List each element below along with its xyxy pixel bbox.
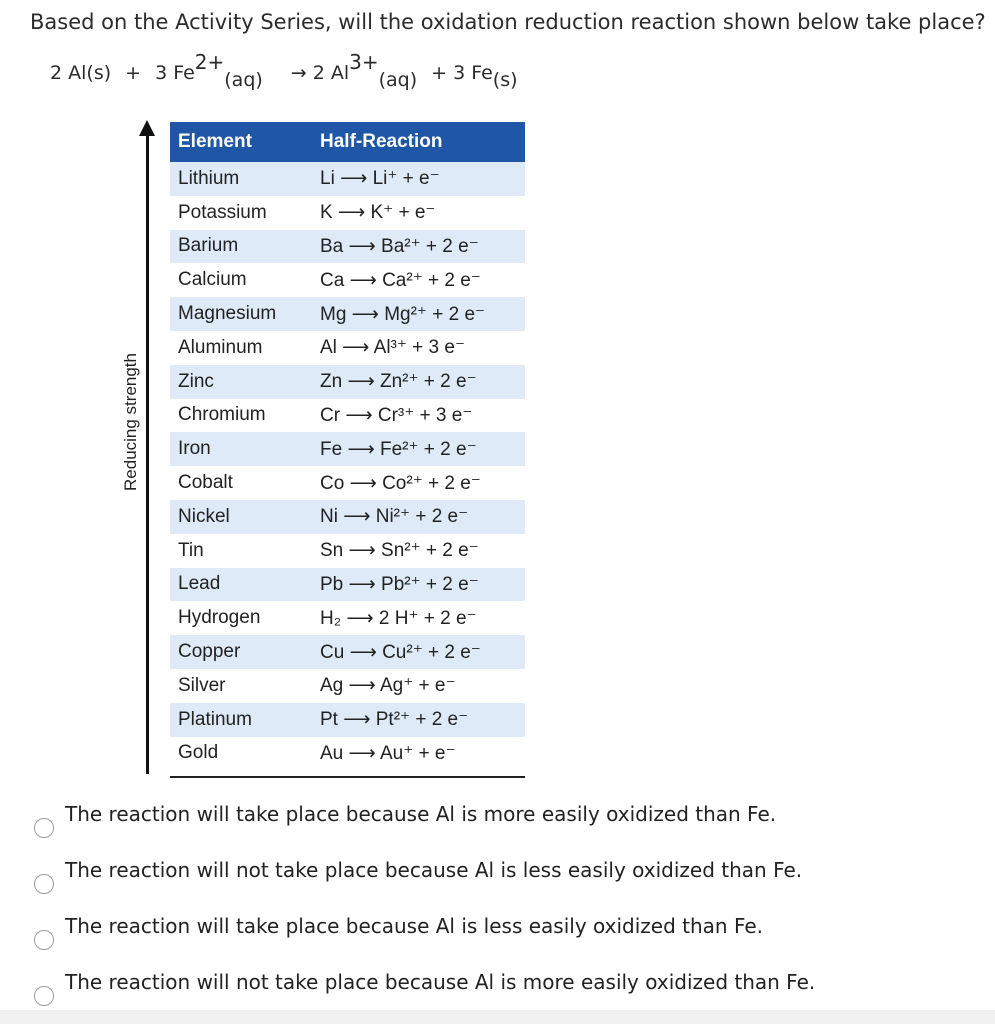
choice-label[interactable]: The reaction will not take place because Al is more easily oxidized than Fe. <box>65 970 816 994</box>
table-row <box>170 399 525 433</box>
half-reaction: Pt ⟶ Pt²⁺ + 2 e⁻ <box>320 709 469 731</box>
table-row <box>170 568 525 602</box>
table-row <box>170 331 525 365</box>
radio-button[interactable] <box>34 930 54 950</box>
header-half-reaction: Half-Reaction <box>320 131 443 152</box>
table-row <box>170 635 525 669</box>
element-name: Tin <box>178 539 204 561</box>
reactant-iron-ion: 3 $Fe^{2+}_{(aq)}$ <box>155 50 263 91</box>
element-name: Magnesium <box>178 303 277 325</box>
element-name: Nickel <box>178 505 230 527</box>
element-name: Copper <box>178 641 241 663</box>
half-reaction: Ba ⟶ Ba²⁺ + 2 e⁻ <box>320 235 479 257</box>
table-row <box>170 263 525 297</box>
element-name: Gold <box>178 742 219 764</box>
table-row <box>170 737 525 771</box>
table-bottom-rule <box>170 776 525 778</box>
half-reaction: Sn ⟶ Sn²⁺ + 2 e⁻ <box>320 540 479 562</box>
plus-sign: + <box>431 62 448 84</box>
choice-label[interactable]: The reaction will take place because Al is more easily oxidized than Fe. <box>65 802 777 826</box>
element-name: Calcium <box>178 269 247 291</box>
half-reaction: Ni ⟶ Ni²⁺ + 2 e⁻ <box>320 506 469 528</box>
element-name: Hydrogen <box>178 607 261 629</box>
choice-3[interactable] <box>0 908 995 964</box>
half-reaction: Au ⟶ Au⁺ + e⁻ <box>320 742 456 764</box>
reaction-arrow: → <box>290 62 307 84</box>
product-aluminum-ion: 2 $Al^{3+}_{(aq)}$ <box>312 50 418 91</box>
table-row <box>170 601 525 635</box>
table-body <box>170 162 525 770</box>
table-row <box>170 365 525 399</box>
element-name: Cobalt <box>178 472 233 494</box>
half-reaction: Zn ⟶ Zn²⁺ + 2 e⁻ <box>320 371 477 393</box>
bottom-shade <box>0 1010 995 1024</box>
header-element: Element <box>178 131 252 152</box>
table-row <box>170 297 525 331</box>
half-reaction: K ⟶ K⁺ + e⁻ <box>320 202 436 224</box>
table-row <box>170 196 525 230</box>
axis-label: Reducing strength <box>121 353 140 491</box>
table-row <box>170 534 525 568</box>
activity-series-table <box>170 122 525 778</box>
half-reaction: Mg ⟶ Mg²⁺ + 2 e⁻ <box>320 303 486 325</box>
reaction-equation <box>50 50 518 91</box>
half-reaction: Li ⟶ Li⁺ + e⁻ <box>320 168 440 190</box>
element-name: Zinc <box>178 370 214 392</box>
product-iron: 3 $Fe_{(s)}$ <box>453 62 518 91</box>
answer-choices <box>0 796 995 1020</box>
table-row <box>170 669 525 703</box>
radio-button[interactable] <box>34 874 54 894</box>
choice-2[interactable] <box>0 852 995 908</box>
element-name: Lead <box>178 573 221 595</box>
element-name: Chromium <box>178 404 266 426</box>
half-reaction: H₂ ⟶ 2 H⁺ + 2 e⁻ <box>320 607 477 629</box>
choice-label[interactable]: The reaction will take place because Al is less easily oxidized than Fe. <box>65 914 764 938</box>
radio-button[interactable] <box>34 818 54 838</box>
half-reaction: Ca ⟶ Ca²⁺ + 2 e⁻ <box>320 269 481 291</box>
half-reaction: Al ⟶ Al³⁺ + 3 e⁻ <box>320 337 465 359</box>
half-reaction: Cr ⟶ Cr³⁺ + 3 e⁻ <box>320 404 473 426</box>
element-name: Barium <box>178 235 239 257</box>
axis-line <box>146 134 149 774</box>
half-reaction: Ag ⟶ Ag⁺ + e⁻ <box>320 675 456 697</box>
element-name: Silver <box>178 674 226 696</box>
question-text: Based on the Activity Series, will the oxidation reduction reaction shown below take place? <box>30 10 986 34</box>
table-row <box>170 432 525 466</box>
element-name: Platinum <box>178 708 252 730</box>
choice-1[interactable] <box>0 796 995 852</box>
element-name: Potassium <box>178 201 267 223</box>
half-reaction: Cu ⟶ Cu²⁺ + 2 e⁻ <box>320 641 481 663</box>
plus-sign: + <box>125 62 142 84</box>
element-name: Iron <box>178 438 211 460</box>
choice-label[interactable]: The reaction will not take place because Al is less easily oxidized than Fe. <box>65 858 803 882</box>
table-header <box>170 122 525 162</box>
radio-button[interactable] <box>34 986 54 1006</box>
table-row <box>170 466 525 500</box>
element-name: Lithium <box>178 167 240 189</box>
table-row <box>170 230 525 264</box>
half-reaction: Co ⟶ Co²⁺ + 2 e⁻ <box>320 472 481 494</box>
element-name: Aluminum <box>178 336 263 358</box>
half-reaction: Pb ⟶ Pb²⁺ + 2 e⁻ <box>320 573 479 595</box>
table-row <box>170 703 525 737</box>
half-reaction: Fe ⟶ Fe²⁺ + 2 e⁻ <box>320 438 477 460</box>
table-row <box>170 162 525 196</box>
reactant-aluminum: 2 Al(s) <box>50 62 112 84</box>
table-row <box>170 500 525 534</box>
